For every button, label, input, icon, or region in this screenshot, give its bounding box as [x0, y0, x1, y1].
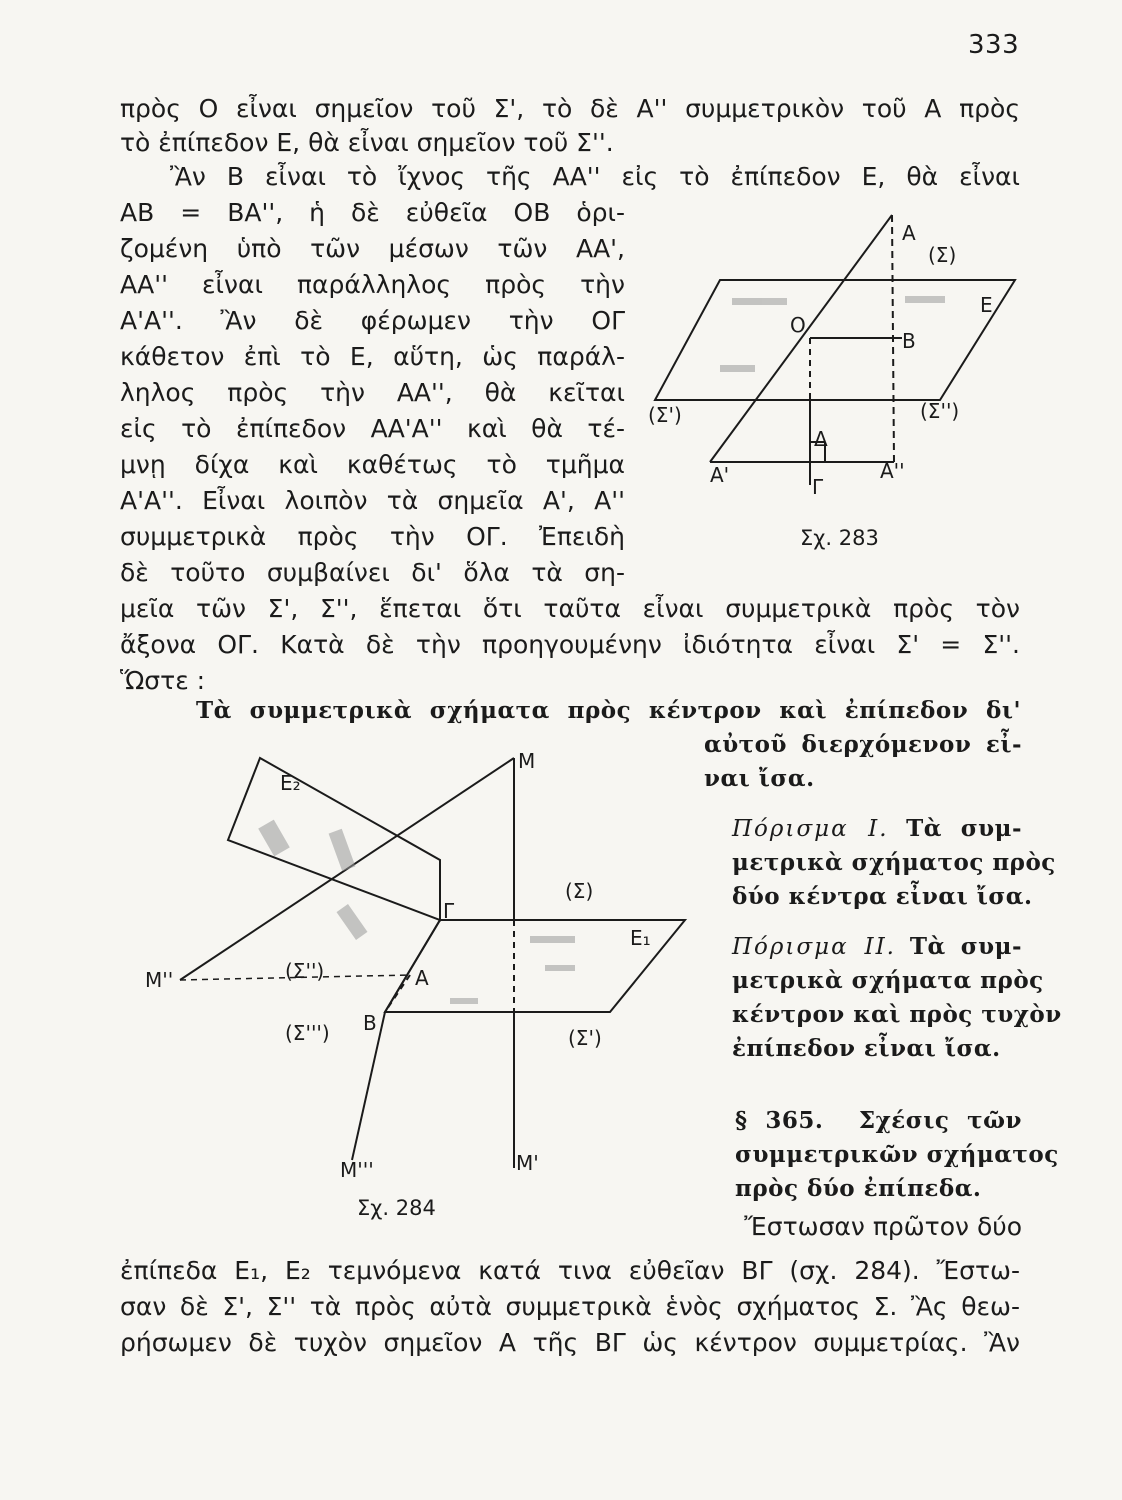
fig283-label-sigma2: (Σ''): [920, 399, 960, 423]
porisma-2-text: μετρικὰ σχήματα πρὸς: [732, 967, 1044, 994]
text-line: ΑΑ'' εἶναι παράλληλος πρὸς τὴν: [120, 270, 625, 299]
fig284-label-sigma: (Σ): [565, 879, 594, 903]
theorem-line: αὐτοῦ διερχόμενον εἶ-: [704, 731, 1022, 758]
fig284-label-M2: Μ'': [145, 968, 174, 992]
section-number: § 365.: [735, 1107, 824, 1134]
porisma-2: [732, 930, 1062, 1066]
fig283-label-D: Δ: [814, 427, 828, 451]
text-line: ρήσωμεν δὲ τυχὸν σημεῖον Α τῆς ΒΓ ὡς κέντρον συμμετρίας. Ἂν: [120, 1328, 1020, 1357]
fig284-label-A: Α: [415, 966, 429, 990]
fig284-label-B: Β: [363, 1011, 377, 1035]
text-line: Α'Α''. Εἶναι λοιπὸν τὰ σημεῖα Α', Α'': [120, 486, 625, 515]
fig283-label-A2: Α'': [880, 459, 905, 483]
theorem-line: ναι ἴσα.: [704, 765, 815, 792]
theorem-continued: [692, 728, 1022, 796]
fig284-label-M1: Μ': [516, 1151, 539, 1175]
section-heading: [735, 1104, 1059, 1206]
porisma-2-text: κέντρον καὶ πρὸς τυχὸν: [732, 1001, 1062, 1028]
porisma-1: [732, 812, 1056, 914]
figure-284: [140, 740, 700, 1180]
fig284-label-sigma3: (Σ'''): [285, 1021, 330, 1045]
figure-283: [640, 210, 1030, 555]
text-line: δὲ τοῦτο συμβαίνει δι' ὅλα τὰ ση-: [120, 558, 625, 587]
fig284-label-M: Μ: [518, 749, 536, 773]
page-number: 333: [968, 30, 1020, 60]
fig284-label-E1: Ε₁: [630, 926, 651, 950]
fig283-label-sigma1: (Σ'): [648, 403, 682, 427]
text-line: ΑΒ = ΒΑ'', ἡ δὲ εὐθεῖα ΟΒ ὁρι-: [120, 198, 625, 227]
porisma-1-text: μετρικὰ σχήματος πρὸς: [732, 849, 1056, 876]
fig284-label-M3: Μ''': [340, 1158, 374, 1180]
fig284-label-E2: Ε₂: [280, 771, 301, 795]
figure-284-caption: Σχ. 284: [357, 1196, 436, 1220]
porisma-1-label: Πόρισμα Ι.: [732, 816, 889, 842]
fig284-label-sigma1: (Σ'): [568, 1026, 602, 1050]
text-line: ἄξονα ΟΓ. Κατὰ δὲ τὴν προηγουμένην ἰδιότητα εἶναι Σ' = Σ''.: [120, 630, 1020, 659]
text-line: Ὥστε :: [120, 666, 206, 695]
text-line: Α'Α''. Ἂν δὲ φέρωμεν τὴν ΟΓ: [120, 306, 625, 335]
text-line: συμμετρικὰ πρὸς τὴν ΟΓ. Ἐπειδὴ: [120, 522, 625, 551]
porisma-2-label: Πόρισμα ΙΙ.: [732, 934, 896, 960]
section-title: συμμετρικῶν σχήματος: [735, 1141, 1059, 1168]
fig283-label-A: Α: [902, 221, 916, 245]
fig284-label-sigma2: (Σ''): [285, 959, 325, 983]
text-line: κάθετον ἐπὶ τὸ Ε, αὕτη, ὡς παράλ-: [120, 342, 625, 371]
fig283-label-A1: Α': [710, 463, 730, 487]
figure-283-caption: Σχ. 283: [800, 526, 879, 550]
text-line: ζομένη ὑπὸ τῶν μέσων τῶν ΑΑ',: [120, 234, 625, 263]
fig283-label-sigma: (Σ): [928, 243, 957, 267]
section-title: Σχέσις τῶν: [858, 1107, 1023, 1134]
text-line: μεῖα τῶν Σ', Σ'', ἕπεται ὅτι ταῦτα εἶναι συμμετρικὰ πρὸς τὸν: [120, 594, 1020, 623]
porisma-2-text: ἐπίπεδον εἶναι ἴσα.: [732, 1035, 1001, 1062]
fig283-label-O: Ο: [790, 313, 806, 337]
fig284-label-G: Γ: [443, 899, 455, 923]
text-line: τὸ ἐπίπεδον Ε, θὰ εἶναι σημεῖον τοῦ Σ''.: [120, 128, 614, 157]
text-line: ληλος πρὸς τὴν ΑΑ'', θὰ κεῖται: [120, 378, 625, 407]
fig283-label-E: Ε: [980, 293, 993, 317]
text-line: εἰς τὸ ἐπίπεδον ΑΑ'Α'' καὶ θὰ τέ-: [120, 414, 625, 443]
theorem-line: Τὰ συμμετρικὰ σχήματα πρὸς κέντρον καὶ ἐπίπεδον δι': [196, 697, 1021, 724]
text-line: πρὸς Ο εἶναι σημεῖον τοῦ Σ', τὸ δὲ Α'' συμμετρικὸν τοῦ Α πρὸς: [120, 94, 1020, 123]
fig283-label-B: Β: [902, 329, 916, 353]
text-line: ἐπίπεδα Ε₁, Ε₂ τεμνόμενα κατά τινα εὐθεῖαν ΒΓ (σχ. 284). Ἔστω-: [120, 1256, 1020, 1285]
text-line: Ἂν Β εἶναι τὸ ἴχνος τῆς ΑΑ'' εἰς τὸ ἐπίπεδον Ε, θὰ εἶναι: [170, 162, 1020, 191]
porisma-2-text: Τὰ συμ-: [909, 933, 1022, 960]
porisma-1-text: δύο κέντρα εἶναι ἴσα.: [732, 883, 1033, 910]
section-title: πρὸς δύο ἐπίπεδα.: [735, 1175, 982, 1202]
text-line: σαν δὲ Σ', Σ'' τὰ πρὸς αὐτὰ συμμετρικὰ ἑνὸς σχήματος Σ. Ἂς θεω-: [120, 1292, 1020, 1321]
fig283-label-G: Γ: [812, 475, 824, 499]
text-line: Ἔστωσαν πρῶτον δύο: [744, 1212, 1022, 1241]
porisma-1-text: Τὰ συμ-: [906, 815, 1022, 842]
text-line: μνῃ δίχα καὶ καθέτως τὸ τμῆμα: [120, 450, 625, 479]
